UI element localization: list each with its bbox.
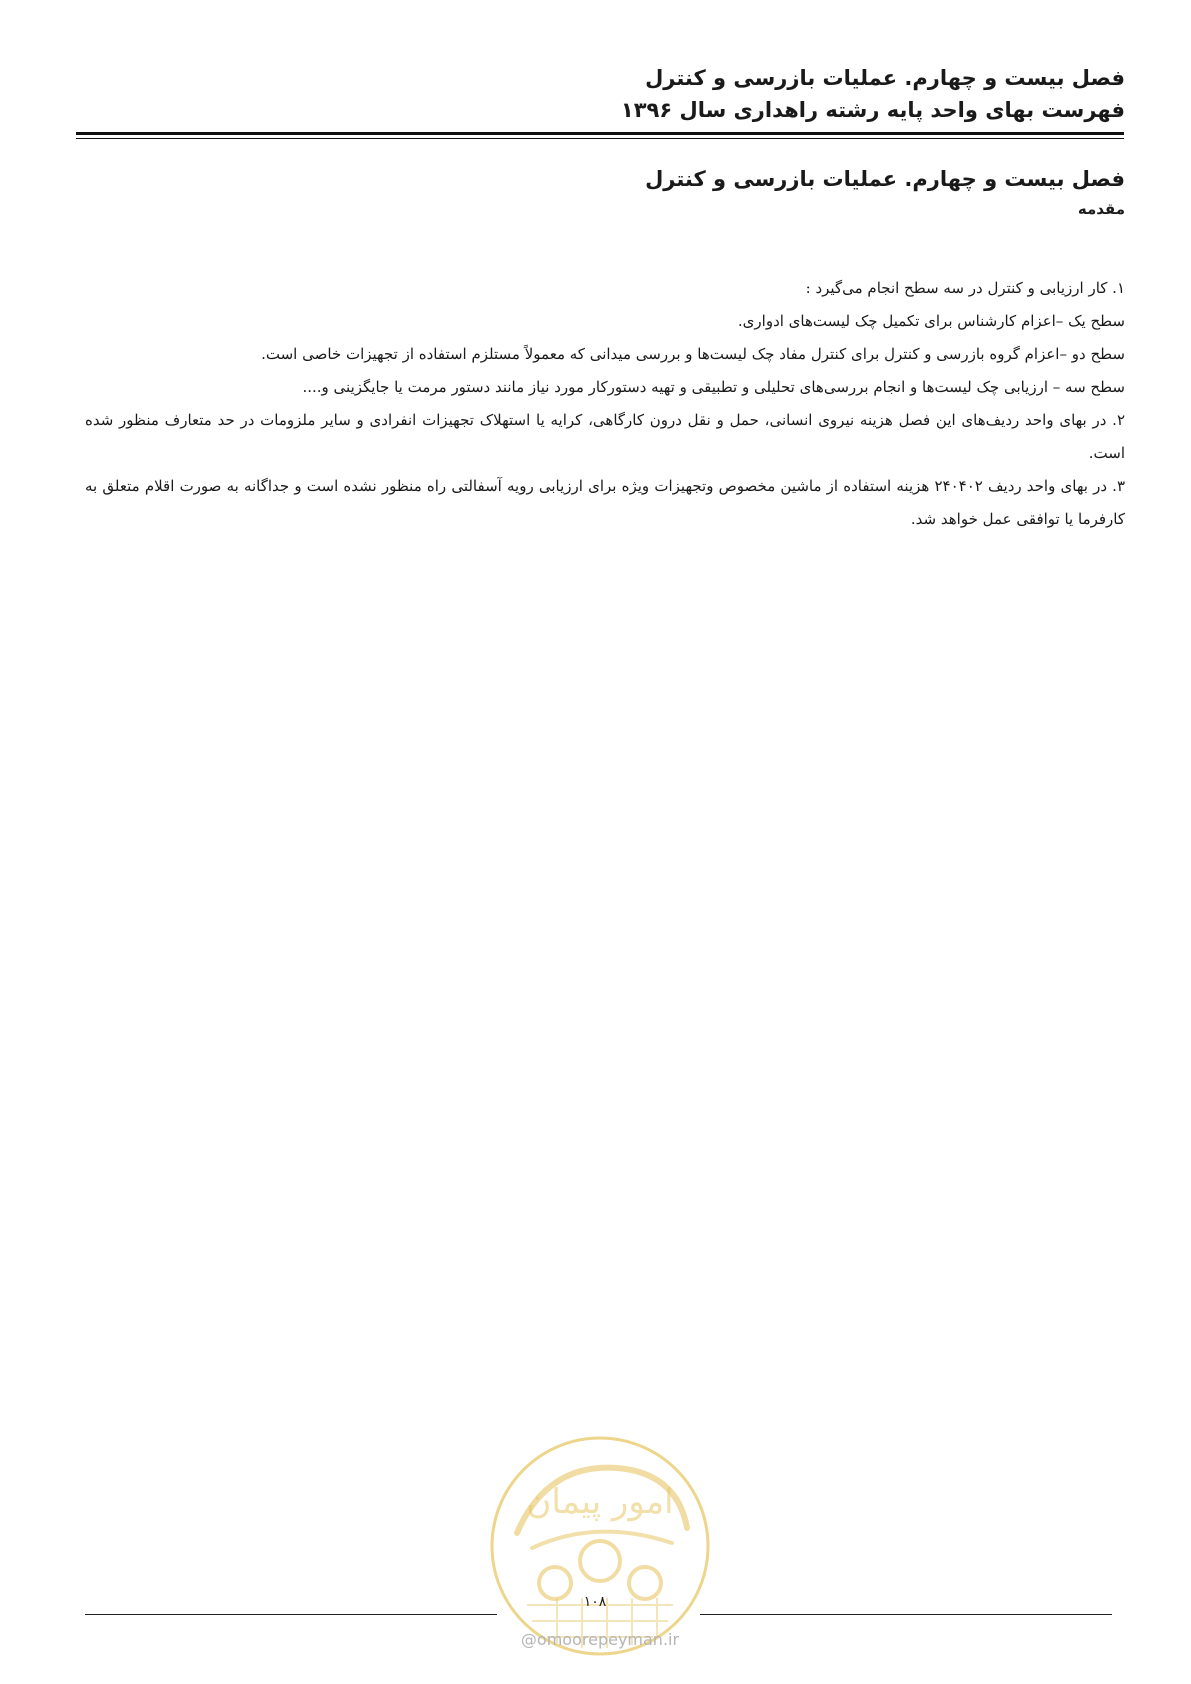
paragraph-level-2: سطح دو –اعزام گروه بازرسی و کنترل برای کنترل مفاد چک لیست‌ها و بررسی میدانی که معمولاً مستلزم استفاده از تجهیزات خاصی است.: [261, 345, 1125, 363]
watermark-lettering: امور پیمان: [526, 1482, 674, 1522]
paragraph-1: ۱. کار ارزیابی و کنترل در سه سطح انجام می‌گیرد :: [805, 279, 1125, 297]
paragraph-2: ۲. در بهای واحد ردیف‌های این فصل هزینه نیروی انسانی، حمل و نقل درون کارگاهی، کرایه یا استهلاک تجهیزات انفرادی و سایر ملزومات در حد متعارف منظور شده است.: [85, 411, 1126, 462]
header-rule-thin: [76, 138, 1124, 139]
footer-rule-right: [700, 1614, 1112, 1615]
section-heading: [85, 162, 1125, 222]
paragraph-level-3: سطح سه – ارزیابی چک لیست‌ها و انجام بررسی‌های تحلیلی و تطبیقی و تهیه دستورکار مورد نیاز مانند دستور مرمت یا جایگزینی و....: [302, 378, 1125, 396]
site-credit: @omoorepeyman.ir: [520, 1630, 680, 1649]
body-text: [85, 272, 1125, 536]
section-subtitle: مقدمه: [1077, 200, 1125, 218]
footer-rule-left: [85, 1614, 497, 1615]
header-chapter-title: فصل بیست و چهارم. عملیات بازرسی و کنترل: [645, 66, 1125, 90]
header-rule-thick: [76, 132, 1124, 135]
header-document-title: فهرست بهای واحد پایه رشته راهداری سال ۱۳۹۶: [620, 98, 1125, 122]
running-header: [75, 62, 1125, 126]
paragraph-3: ۳. در بهای واحد ردیف ۲۴۰۴۰۲ هزینه استفاده از ماشین مخصوص وتجهیزات ویژه برای ارزیابی رویه آسفالتی راه منظور نشده است و جداگانه به صورت اقلام متعلق به کارفرما یا توافقی عمل خواهد شد.: [85, 477, 1125, 528]
gear-seal-icon: [487, 1433, 713, 1659]
section-title: فصل بیست و چهارم. عملیات بازرسی و کنترل: [645, 167, 1125, 191]
page-number: ۱۰۸: [583, 1594, 607, 1610]
paragraph-level-1: سطح یک –اعزام کارشناس برای تکمیل چک لیست‌های ادواری.: [737, 312, 1125, 330]
